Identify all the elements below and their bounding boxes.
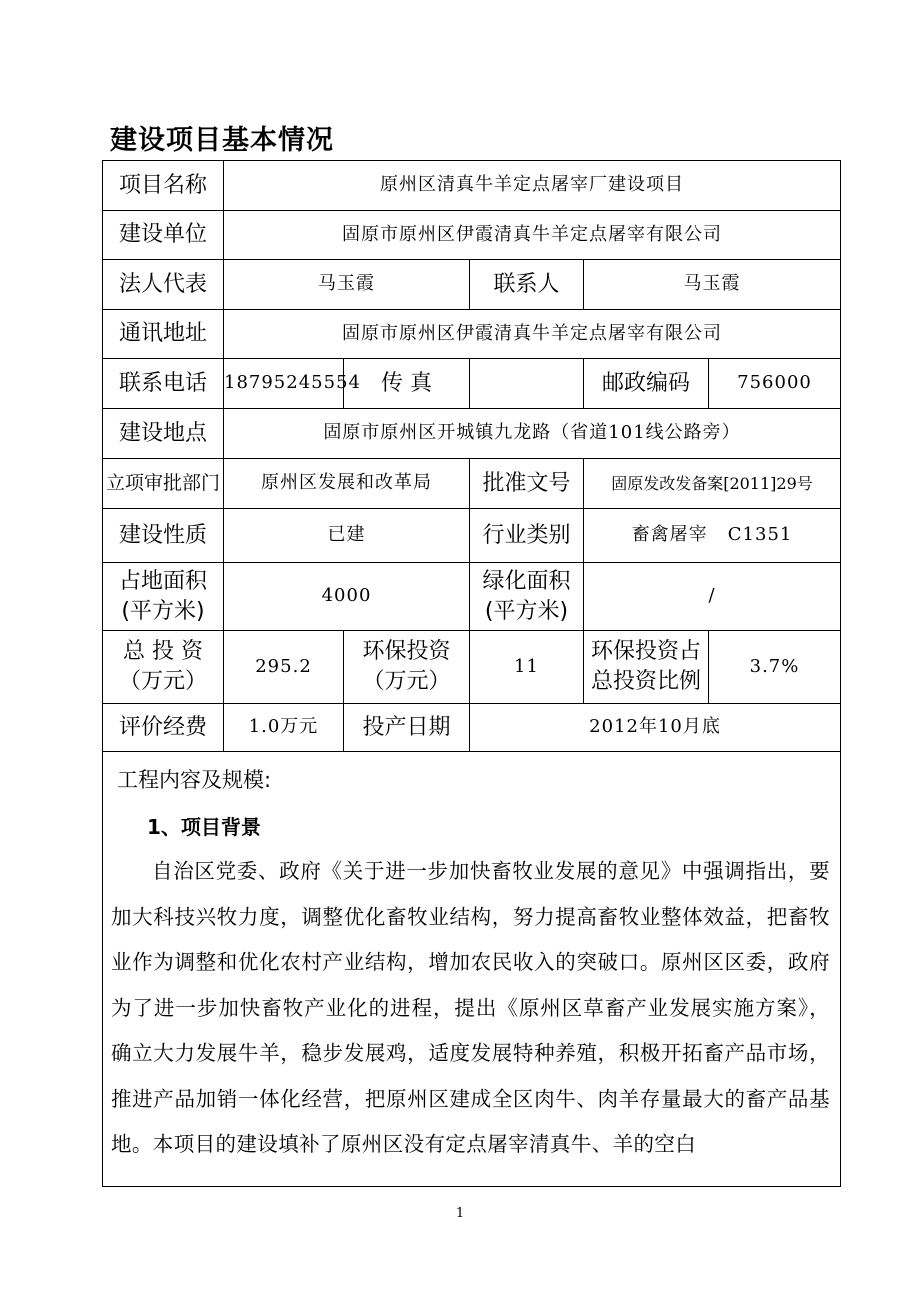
row-project-name	[103, 161, 841, 211]
approval-dept-value: 原州区发展和改革局	[224, 459, 470, 509]
env-investment-label	[344, 631, 470, 704]
production-date-label: 投产日期	[344, 704, 470, 752]
project-content-cell	[103, 752, 841, 1187]
builder-label: 建设单位	[103, 211, 224, 260]
production-date-value: 2012年10月底	[470, 704, 841, 752]
legal-rep-value: 马玉霞	[224, 260, 470, 310]
approval-doc-label: 批准文号	[470, 459, 584, 509]
evaluation-fee-label: 评价经费	[103, 704, 224, 752]
env-ratio-label	[584, 631, 709, 704]
phone-label: 联系电话	[103, 359, 224, 409]
green-area-label-line2: (平方米)	[484, 598, 569, 624]
address-label: 通讯地址	[103, 310, 224, 359]
env-investment-label-line1: 环保投资	[362, 639, 451, 665]
fax-label: 传 真	[344, 359, 470, 409]
project-name-label: 项目名称	[103, 161, 224, 211]
row-investment	[103, 631, 841, 704]
row-evaluation	[103, 704, 841, 752]
page-number: 1	[455, 1206, 465, 1221]
green-area-label-line1: 绿化面积	[482, 568, 571, 594]
fax-value	[470, 359, 584, 409]
row-builder	[103, 211, 841, 260]
row-address	[103, 310, 841, 359]
approval-dept-label: 立项审批部门	[103, 459, 224, 509]
project-name-value: 原州区清真牛羊定点屠宰厂建设项目	[224, 161, 841, 211]
nature-value: 已建	[224, 509, 470, 563]
row-nature	[103, 509, 841, 563]
area-label	[103, 563, 224, 631]
evaluation-fee-value: 1.0万元	[224, 704, 344, 752]
address-value: 固原市原州区伊霞清真牛羊定点屠宰有限公司	[224, 310, 841, 359]
project-info-table	[102, 160, 841, 1187]
legal-rep-label: 法人代表	[103, 260, 224, 310]
env-investment-value: 11	[470, 631, 584, 704]
contact-label: 联系人	[470, 260, 584, 310]
location-value: 固原市原州区开城镇九龙路（省道101线公路旁）	[224, 409, 841, 459]
row-legal-rep	[103, 260, 841, 310]
content-heading: 工程内容及规模:	[117, 768, 272, 792]
row-area	[103, 563, 841, 631]
content-subheading: 1、项目背景	[147, 815, 261, 840]
industry-value: 畜禽屠宰 C1351	[584, 509, 841, 563]
row-approval	[103, 459, 841, 509]
row-phone	[103, 359, 841, 409]
env-ratio-value: 3.7%	[709, 631, 841, 704]
investment-label-line1: 总 投 资	[123, 639, 203, 665]
postcode-value: 756000	[709, 359, 841, 409]
approval-doc-value: 固原发改发备案[2011]29号	[584, 459, 841, 509]
area-label-line1: 占地面积	[118, 568, 207, 594]
nature-label: 建设性质	[103, 509, 224, 563]
area-label-line2: (平方米)	[121, 598, 205, 624]
env-ratio-label-line2: 总投资比例	[590, 669, 701, 694]
area-value: 4000	[224, 563, 470, 631]
env-ratio-label-line1: 环保投资占	[590, 639, 701, 665]
industry-label: 行业类别	[470, 509, 584, 563]
row-location	[103, 409, 841, 459]
page-title: 建设项目基本情况	[110, 125, 334, 156]
investment-label	[103, 631, 224, 704]
content-paragraph: 自治区党委、政府《关于进一步加快畜牧业发展的意见》中强调指出，要加大科技兴牧力度，调整优化畜牧业结构，努力提高畜牧业整体效益，把畜牧业作为调整和优化农村产业结构，增加农民收入的突破口。原州区区委，政府为了进一步加快畜牧产业化的进程，提出《原州区草畜产业发展实施方案》，确立大力发展牛羊，稳步发展鸡，适度发展特种养殖，积极开拓畜产品市场，推进产品加销一体化经营，把原州区建成全区肉牛、肉羊存量最大的畜产品基地。本项目的建设填补了原州区没有定点屠宰清真牛、羊的空白	[111, 859, 830, 1157]
env-investment-label-line2: （万元）	[362, 669, 451, 694]
green-area-label	[470, 563, 584, 631]
builder-value: 固原市原州区伊霞清真牛羊定点屠宰有限公司	[224, 211, 841, 260]
postcode-label: 邮政编码	[584, 359, 709, 409]
green-area-value: /	[584, 563, 841, 631]
phone-value: 18795245554	[224, 359, 344, 409]
contact-value: 马玉霞	[584, 260, 841, 310]
investment-label-line2: （万元）	[118, 669, 207, 694]
row-content	[103, 752, 841, 1187]
location-label: 建设地点	[103, 409, 224, 459]
investment-value: 295.2	[224, 631, 344, 704]
